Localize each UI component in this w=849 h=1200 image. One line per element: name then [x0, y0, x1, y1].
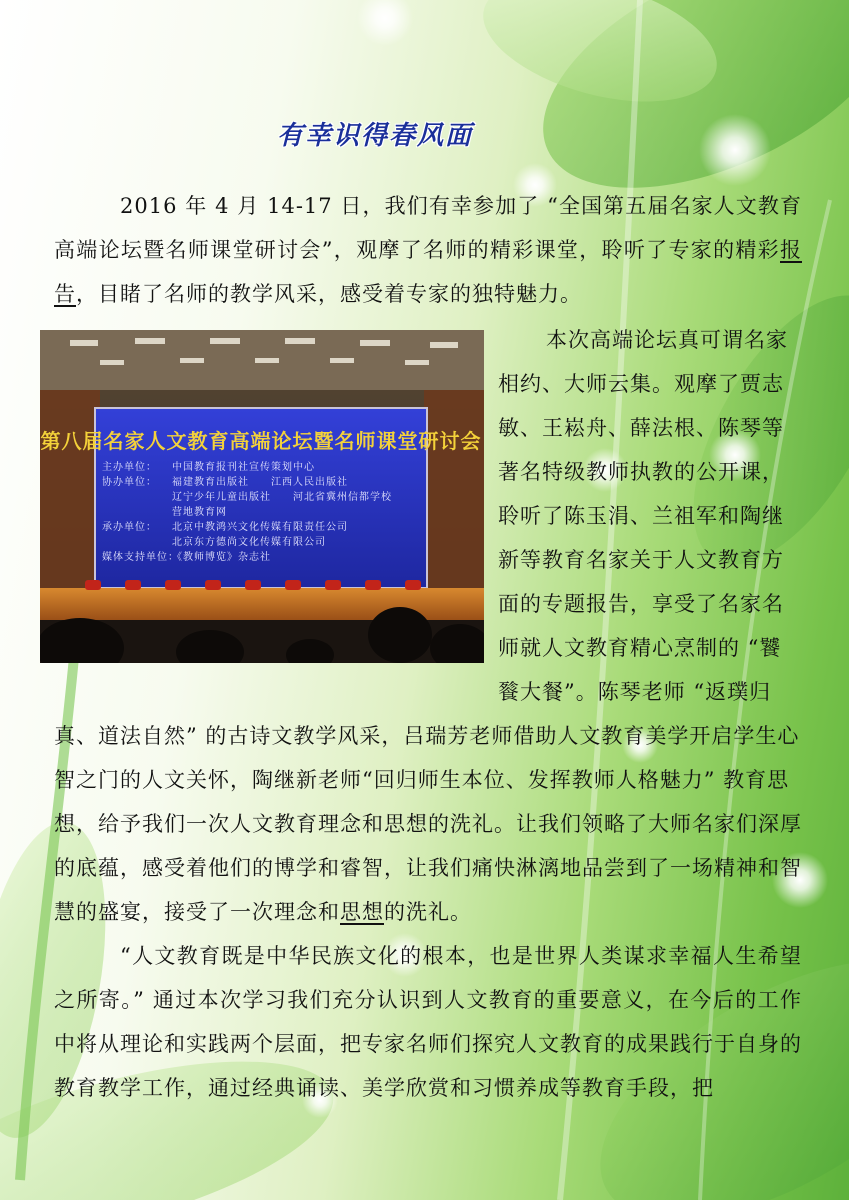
- banner-row-value: 《教师博览》杂志社: [172, 552, 271, 563]
- banner-row-label: 承办单位：: [102, 522, 157, 533]
- banner-row-label: 协办单位：: [102, 477, 157, 488]
- banner-row-label: 媒体支持单位：: [102, 552, 179, 563]
- article-title: 有幸识得春风面: [276, 121, 473, 152]
- banner-title: 第八届名家人文教育高端论坛暨名师课堂研讨会: [40, 429, 482, 453]
- banner-row-value: 福建教育出版社 江西人民出版社: [172, 477, 348, 488]
- conference-hall-image: [40, 330, 484, 663]
- banner-row-value: 北京中教鸿兴文化传媒有限责任公司: [172, 522, 348, 533]
- paragraph-intro: [54, 184, 802, 316]
- banner-row-value: 辽宁少年儿童出版社 河北省冀州信都学校: [172, 492, 392, 503]
- paragraph-forum-text: 本次高端论坛真可谓名家相约、大师云集。观摩了贾志敏、王崧舟、薛法根、陈琴等著名特级教师执教的公开课，聆听了陈玉涓、兰祖军和陶继新等教育名家关于人文教育方面的专题报告，享受了名家名师就人文教育精心烹制的 “饕餮大餐”。陈琴老师 “返璞归真、道法自然” 的古诗文教学风采，吕瑞芳老师借助人文教育美学开启学生心智之门的人文关怀，陶继新老师“回归师生本位、发挥教师人格魅力” 教育思想，给予我们一次人文教育理念和思想的洗礼。让我们领略了大师名家们深厚的底蕴，感受着他们的博学和睿智，让我们痛快淋漓地品尝到了一场精神和智慧的盛宴，接受了一次理念和: [54, 328, 802, 924]
- paragraph-forum-text-end: 的洗礼。: [384, 900, 472, 924]
- banner-row-value: 中国教育报刊社宣传策划中心: [172, 462, 315, 473]
- paragraph-forum: [40, 318, 802, 934]
- thought-link[interactable]: 思想: [340, 900, 384, 924]
- banner-row-value: 北京东方德尚文化传媒有限公司: [172, 537, 326, 548]
- conference-photo: [40, 330, 484, 663]
- banner-row-label: 主办单位：: [102, 462, 157, 473]
- paragraph-conclusion: “人文教育既是中华民族文化的根本，也是世界人类谋求幸福人生希望之所寄。” 通过本次学习我们充分认识到人文教育的重要意义，在今后的工作中将从理论和实践两个层面，把专家名师们探究人文教育的成果践行于自身的教育教学工作，通过经典诵读、美学欣赏和习惯养成等教育手段，把: [54, 944, 802, 1100]
- banner-row-value: 营地教育网: [172, 507, 227, 518]
- report-link[interactable]: 报告: [54, 238, 802, 306]
- paragraph-intro-text: 2016 年 4 月 14-17 日，我们有幸参加了 “全国第五届名家人文教育高端论坛暨名师课堂研讨会”，观摩了名师的精彩课堂，聆听了专家的精彩: [54, 194, 802, 262]
- paragraph-intro-text-end: ，目睹了名师的教学风采，感受着专家的独特魅力。: [76, 282, 582, 306]
